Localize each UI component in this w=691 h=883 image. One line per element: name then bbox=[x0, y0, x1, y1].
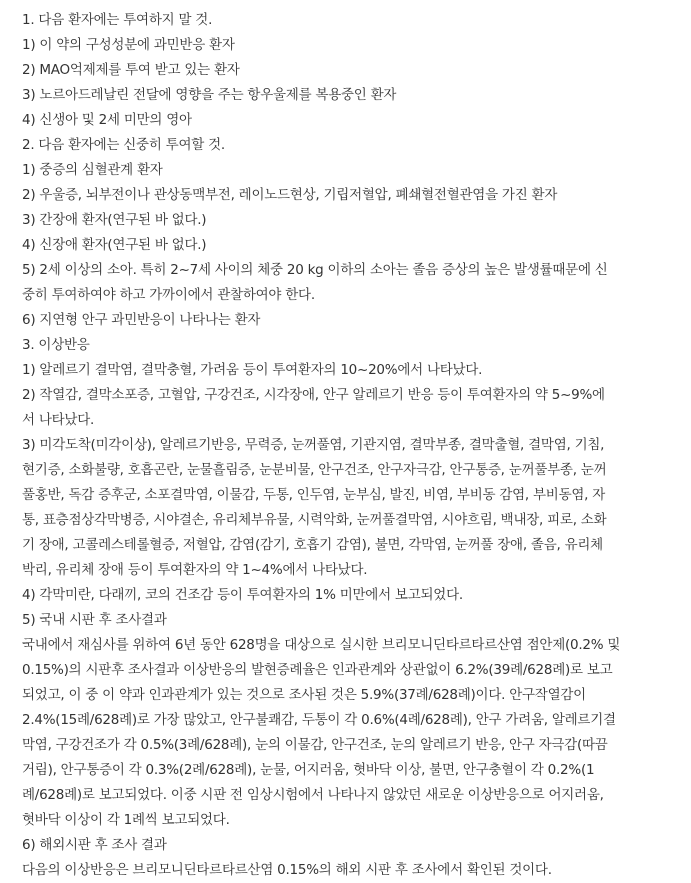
text-line: 풀홍반, 독감 증후군, 소포결막염, 이물감, 두통, 인두염, 눈부심, 발진, 비염, 부비동 감염, 부비동염, 자 bbox=[22, 487, 606, 503]
text-line: 4) 각막미란, 다래끼, 코의 건조감 등이 투여환자의 1% 미만에서 보고되었다. bbox=[22, 587, 463, 603]
text-line: 2.4%(15례/628례)로 가장 많았고, 안구불쾌감, 두통이 각 0.6%(4례/628례), 안구 가려움, 알레르기결 bbox=[22, 712, 616, 728]
text-line: 되었고, 이 중 이 약과 인과관계가 있는 것으로 조사된 것은 5.9%(37례/628례)이다. 안구작열감이 bbox=[22, 687, 586, 703]
text-line: 1) 알레르기 결막염, 결막충혈, 가려움 등이 투여환자의 10~20%에서 나타났다. bbox=[22, 362, 483, 378]
text-line: 현기증, 소화불량, 호흡곤란, 눈물흘림증, 눈분비물, 안구건조, 안구자극감, 안구통증, 눈꺼풀부종, 눈꺼 bbox=[22, 462, 607, 478]
text-line: 기 장애, 고콜레스테롤혈증, 저혈압, 감염(감기, 호흡기 감염), 불면, 각막염, 눈꺼풀 장애, 졸음, 유리체 bbox=[22, 537, 603, 553]
text-line: 3) 노르아드레날린 전달에 영향을 주는 항우울제를 복용중인 환자 bbox=[22, 87, 397, 103]
text-line: 2) 작열감, 결막소포증, 고혈압, 구강건조, 시각장애, 안구 알레르기 반응 등이 투여환자의 약 5~9%에 bbox=[22, 387, 605, 403]
text-line: 박리, 유리체 장애 등이 투여환자의 약 1~4%에서 나타났다. bbox=[22, 562, 368, 578]
text-line: 국내에서 재심사를 위하여 6년 동안 628명을 대상으로 실시한 브리모니딘타르타르산염 점안제(0.2% 및 bbox=[22, 637, 621, 653]
text-line: 2) MAO억제제를 투여 받고 있는 환자 bbox=[22, 62, 240, 78]
text-line: 례/628례)로 보고되었다. 이중 시판 전 임상시험에서 나타나지 않았던 새로운 이상반응으로 어지러움, bbox=[22, 787, 604, 803]
text-line: 혓바닥 이상이 각 1례씩 보고되었다. bbox=[22, 812, 230, 828]
text-line: 막염, 구강건조가 각 0.5%(3례/628례), 눈의 이물감, 안구건조, 눈의 알레르기 반응, 안구 자극감(따끔 bbox=[22, 737, 608, 753]
text-line: 6) 해외시판 후 조사 결과 bbox=[22, 837, 167, 853]
text-line: 4) 신장애 환자(연구된 바 없다.) bbox=[22, 237, 207, 253]
text-line: 2. 다음 환자에는 신중히 투여할 것. bbox=[22, 137, 225, 153]
text-line: 6) 지연형 안구 과민반응이 나타나는 환자 bbox=[22, 312, 261, 328]
text-line: 3. 이상반응 bbox=[22, 337, 90, 353]
text-line: 1. 다음 환자에는 투여하지 말 것. bbox=[22, 12, 213, 28]
text-line: 1) 중증의 심혈관계 환자 bbox=[22, 162, 163, 178]
text-line: 다음의 이상반응은 브리모니딘타르타르산염 0.15%의 해외 시판 후 조사에서 확인된 것이다. bbox=[22, 862, 552, 878]
text-line: 거림), 안구통증이 각 0.3%(2례/628례), 눈물, 어지러움, 혓바닥 이상, 불면, 안구충혈이 각 0.2%(1 bbox=[22, 762, 595, 778]
text-line: 4) 신생아 및 2세 미만의 영아 bbox=[22, 112, 192, 128]
text-line: 서 나타났다. bbox=[22, 412, 95, 428]
document-body bbox=[22, 8, 682, 883]
text-line: 중히 투여하여야 하고 가까이에서 관찰하여야 한다. bbox=[22, 287, 315, 303]
text-line: 5) 2세 이상의 소아. 특히 2~7세 사이의 체중 20 kg 이하의 소아는 졸음 증상의 높은 발생률때문에 신 bbox=[22, 262, 608, 278]
text-line: 1) 이 약의 구성성분에 과민반응 환자 bbox=[22, 37, 235, 53]
text-line: 5) 국내 시판 후 조사결과 bbox=[22, 612, 167, 628]
text-line: 3) 간장애 환자(연구된 바 없다.) bbox=[22, 212, 207, 228]
text-line: 2) 우울증, 뇌부전이나 관상동맥부전, 레이노드현상, 기립저혈압, 폐쇄혈전혈관염을 가진 환자 bbox=[22, 187, 558, 203]
text-line: 3) 미각도착(미각이상), 알레르기반응, 무력증, 눈꺼풀염, 기관지염, 결막부종, 결막출혈, 결막염, 기침, bbox=[22, 437, 605, 453]
text-line: 통, 표층점상각막병증, 시야결손, 유리체부유물, 시력악화, 눈꺼풀결막염, 시야흐림, 백내장, 피로, 소화 bbox=[22, 512, 607, 528]
text-line: 0.15%)의 시판후 조사결과 이상반응의 발현증례율은 인과관계와 상관없이 6.2%(39례/628례)로 보고 bbox=[22, 662, 613, 678]
